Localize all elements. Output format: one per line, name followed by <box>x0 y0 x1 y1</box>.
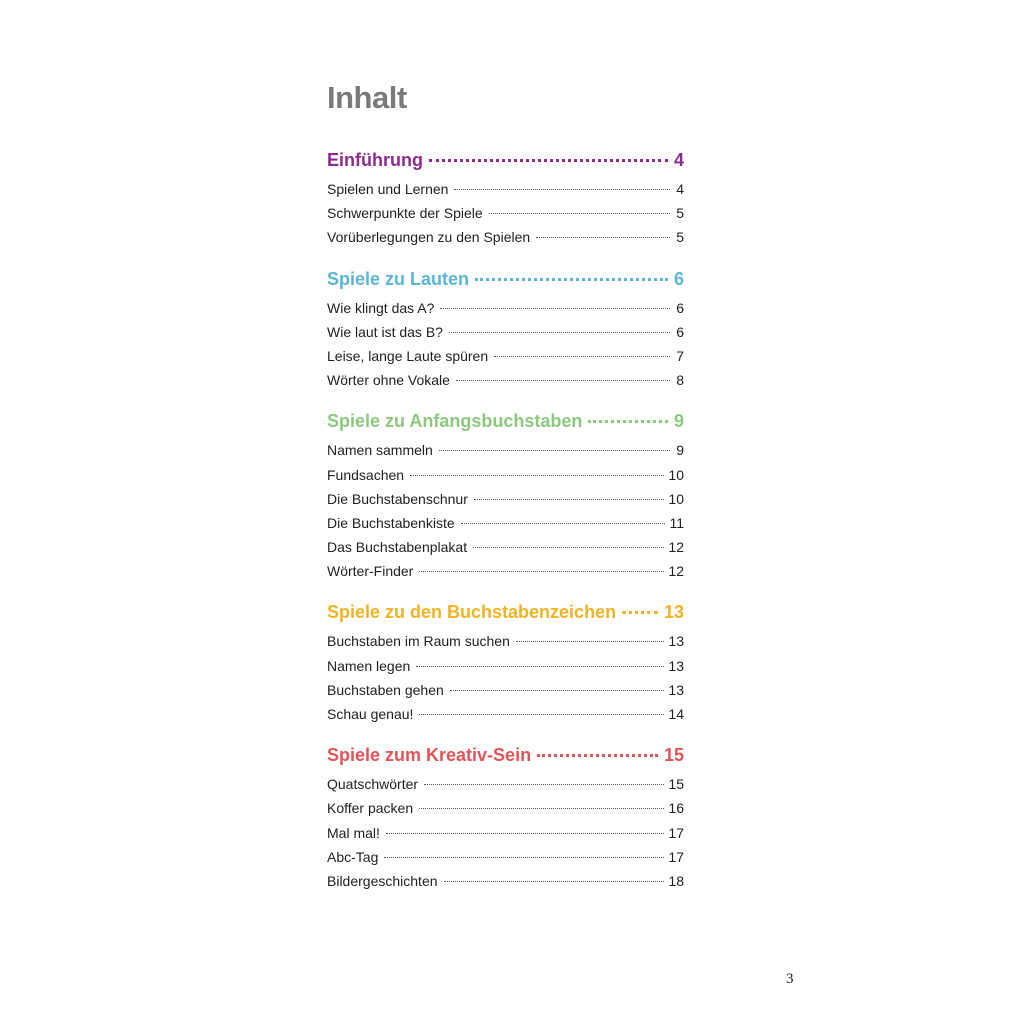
toc-entry[interactable] <box>327 368 684 392</box>
dot-leader <box>444 881 665 882</box>
toc-entry[interactable] <box>327 511 684 535</box>
dot-leader <box>473 547 664 548</box>
entry-page-number: 15 <box>668 776 684 793</box>
entry-page-number: 17 <box>668 848 684 865</box>
section-heading[interactable] <box>327 407 684 435</box>
entry-label: Die Buchstabenschnur <box>327 490 468 507</box>
dot-leader <box>449 332 670 333</box>
dot-leader <box>461 523 666 524</box>
table-of-contents <box>327 146 684 893</box>
toc-section <box>327 407 684 583</box>
section-page-number: 6 <box>673 268 684 289</box>
entry-label: Spielen und Lernen <box>327 181 449 197</box>
toc-entry[interactable] <box>327 535 684 559</box>
entry-label: Koffer packen <box>327 800 414 817</box>
toc-entry[interactable] <box>327 678 684 702</box>
toc-entry[interactable] <box>327 344 684 368</box>
toc-entry[interactable] <box>327 487 684 511</box>
section-heading-label: Spiele zu Anfangsbuchstaben <box>327 411 583 432</box>
toc-entry[interactable] <box>327 821 684 845</box>
entry-label: Bildergeschichten <box>327 872 438 889</box>
section-heading[interactable] <box>327 598 684 626</box>
entry-label: Wörter ohne Vokale <box>327 372 450 389</box>
section-heading[interactable] <box>327 146 684 174</box>
dot-leader <box>516 641 665 642</box>
section-heading-label: Spiele zu den Buchstabenzeichen <box>327 602 617 623</box>
entry-page-number: 11 <box>669 514 684 531</box>
dot-leader <box>536 237 670 238</box>
toc-section <box>327 598 684 726</box>
toc-section <box>327 265 684 393</box>
section-page-number: 13 <box>663 602 684 623</box>
entry-page-number: 7 <box>676 347 684 364</box>
entry-label: Vorüberlegungen zu den Spielen <box>327 229 531 246</box>
dot-leader <box>494 356 670 357</box>
entry-label: Wie laut ist das B? <box>327 323 443 340</box>
dot-leader <box>384 857 664 858</box>
toc-entry[interactable] <box>327 225 684 249</box>
section-heading[interactable] <box>327 265 684 293</box>
entry-page-number: 9 <box>676 442 684 459</box>
entry-label: Wörter-Finder <box>327 563 414 580</box>
entry-page-number: 13 <box>668 633 684 650</box>
entry-page-number: 16 <box>668 800 684 817</box>
entry-label: Quatschwörter <box>327 776 419 793</box>
toc-entry[interactable] <box>327 845 684 869</box>
entry-label: Die Buchstabenkiste <box>327 514 455 531</box>
toc-entry[interactable] <box>327 654 684 678</box>
dot-leader <box>537 754 658 757</box>
dot-leader <box>440 308 670 309</box>
entry-label: Schau genau! <box>327 706 414 722</box>
entry-page-number: 4 <box>676 181 684 197</box>
toc-section <box>327 741 684 893</box>
toc-entry[interactable] <box>327 796 684 820</box>
section-heading-label: Spiele zu Lauten <box>327 268 470 289</box>
toc-entry[interactable] <box>327 772 684 796</box>
toc-entry[interactable] <box>327 296 684 320</box>
entry-page-number: 5 <box>676 205 684 222</box>
entry-page-number: 6 <box>676 323 684 340</box>
toc-entry[interactable] <box>327 438 684 462</box>
dot-leader <box>474 499 665 500</box>
entry-page-number: 12 <box>668 539 684 556</box>
entry-label: Das Buchstabenplakat <box>327 539 468 556</box>
section-heading-label: Spiele zum Kreativ-Sein <box>327 745 532 766</box>
entry-page-number: 10 <box>668 466 684 483</box>
section-page-number: 9 <box>673 411 684 432</box>
dot-leader <box>588 420 668 423</box>
entry-label: Wie klingt das A? <box>327 299 435 316</box>
entry-label: Buchstaben im Raum suchen <box>327 633 510 650</box>
dot-leader <box>386 833 665 834</box>
dot-leader <box>419 714 664 715</box>
entry-label: Fundsachen <box>327 466 405 483</box>
dot-leader <box>424 784 664 785</box>
entry-label: Schwerpunkte der Spiele <box>327 205 483 222</box>
page-number: 3 <box>786 971 794 987</box>
entry-label: Leise, lange Laute spüren <box>327 347 489 364</box>
dot-leader <box>475 278 668 281</box>
dot-leader <box>416 666 664 667</box>
section-heading-label: Einführung <box>327 150 423 170</box>
dot-leader <box>456 380 670 381</box>
section-page-number: 15 <box>663 745 684 766</box>
entry-page-number: 14 <box>668 706 684 722</box>
entry-label: Abc-Tag <box>327 848 379 865</box>
entry-page-number: 13 <box>668 657 684 674</box>
dot-leader <box>454 189 670 190</box>
entry-page-number: 5 <box>676 229 684 246</box>
page-title: Inhalt <box>327 80 407 115</box>
entry-page-number: 17 <box>668 824 684 841</box>
toc-entry[interactable] <box>327 320 684 344</box>
dot-leader <box>622 611 658 614</box>
section-page-number: 4 <box>673 150 684 170</box>
toc-section <box>327 146 684 250</box>
entry-label: Buchstaben gehen <box>327 681 444 698</box>
entry-page-number: 18 <box>668 872 684 889</box>
dot-leader <box>489 213 670 214</box>
toc-entry[interactable] <box>327 201 684 225</box>
dot-leader <box>410 475 664 476</box>
toc-entry[interactable] <box>327 463 684 487</box>
entry-page-number: 8 <box>676 372 684 389</box>
entry-page-number: 12 <box>668 563 684 580</box>
entry-page-number: 10 <box>668 490 684 507</box>
toc-entry[interactable] <box>327 559 684 583</box>
toc-entry[interactable] <box>327 702 684 726</box>
section-heading[interactable] <box>327 741 684 769</box>
entry-label: Mal mal! <box>327 824 380 841</box>
dot-leader <box>439 450 670 451</box>
entry-label: Namen sammeln <box>327 442 433 459</box>
toc-entry[interactable] <box>327 629 684 653</box>
entry-page-number: 13 <box>668 681 684 698</box>
toc-entry[interactable] <box>327 177 684 201</box>
dot-leader <box>419 808 664 809</box>
toc-entry[interactable] <box>327 869 684 893</box>
dot-leader <box>450 690 665 691</box>
dot-leader <box>429 159 668 162</box>
dot-leader <box>419 571 664 572</box>
entry-page-number: 6 <box>676 299 684 316</box>
entry-label: Namen legen <box>327 657 411 674</box>
